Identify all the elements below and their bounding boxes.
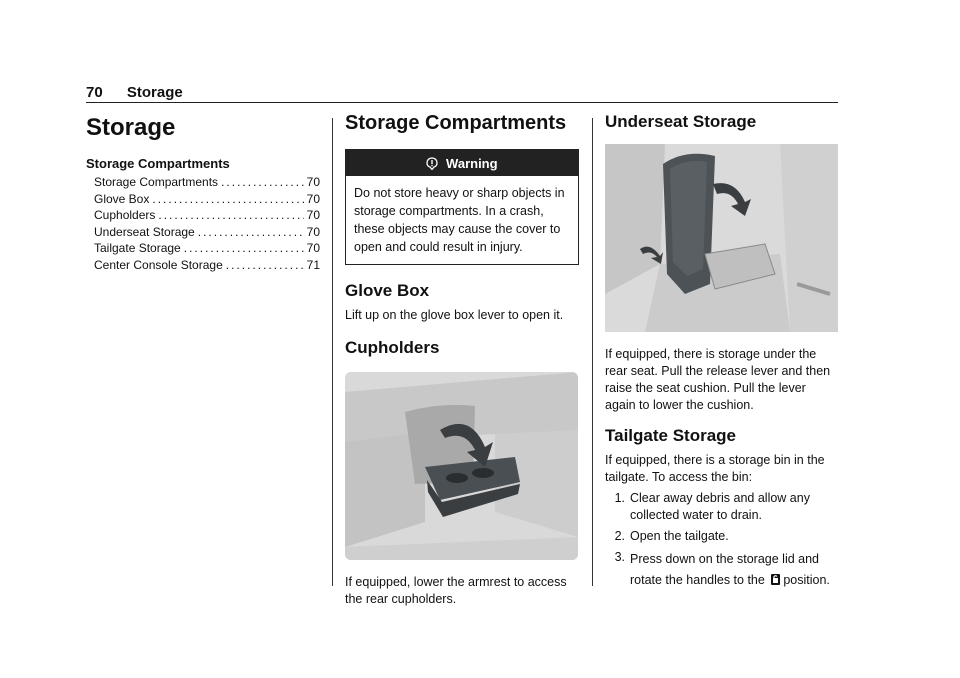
contents-column	[86, 110, 320, 273]
right-column	[605, 110, 839, 595]
chapter-title: Storage	[86, 114, 176, 141]
glove-box-heading: Glove Box	[345, 281, 430, 300]
toc-entry[interactable]: Tailgate Storage ..... 70	[86, 240, 320, 257]
toc-list	[86, 174, 320, 273]
list-item: 2. Open the tailgate.	[614, 529, 729, 543]
warning-text: Do not store heavy or sharp objects in storage compartments. In a crash, these objects may cause the cover to open and could result in injury.	[354, 186, 565, 254]
tailgate-steps	[605, 490, 839, 591]
list-item: 3. Press down on the storage lid and rotate the handles to the position.	[614, 550, 830, 587]
underseat-text: If equipped, there is storage under the rear seat. Pull the release lever and then raise the seat cushion. Pull the lever again to lower the cushion.	[605, 347, 831, 412]
warning-label: Warning	[446, 156, 498, 171]
column-divider	[592, 118, 593, 586]
tailgate-heading: Tailgate Storage	[605, 426, 736, 445]
glove-box-text: Lift up on the glove box lever to open it.	[345, 308, 564, 322]
unlock-key-icon	[771, 574, 780, 585]
cupholder-illustration	[345, 372, 578, 560]
underseat-heading: Underseat Storage	[605, 112, 757, 131]
tailgate-intro: If equipped, there is a storage bin in the tailgate. To access the bin:	[605, 453, 825, 484]
column-divider	[332, 118, 333, 586]
toc-entry[interactable]: Glove Box ..... 70	[86, 191, 320, 208]
underseat-illustration	[605, 144, 838, 332]
running-title: Storage	[126, 84, 183, 101]
toc-entry[interactable]: Center Console Storage ..... 71	[86, 257, 320, 274]
toc-entry[interactable]: Storage Compartments ..... 70	[86, 174, 320, 191]
warning-icon	[426, 157, 438, 170]
toc-heading: Storage Compartments	[86, 156, 230, 171]
middle-column	[345, 110, 579, 608]
section-title: Storage Compartments	[345, 112, 567, 134]
page-header	[86, 84, 183, 101]
list-item: 1. Clear away debris and allow any collected water to drain.	[614, 491, 810, 522]
cupholders-heading: Cupholders	[345, 338, 440, 357]
header-rule	[86, 102, 838, 103]
warning-box	[345, 149, 579, 265]
cupholders-text: If equipped, lower the armrest to access the rear cupholders.	[345, 575, 567, 606]
toc-entry[interactable]: Cupholders ..... 70	[86, 207, 320, 224]
page-number: 70	[86, 84, 103, 101]
toc-entry[interactable]: Underseat Storage ..... 70	[86, 224, 320, 241]
warning-header	[346, 150, 578, 176]
